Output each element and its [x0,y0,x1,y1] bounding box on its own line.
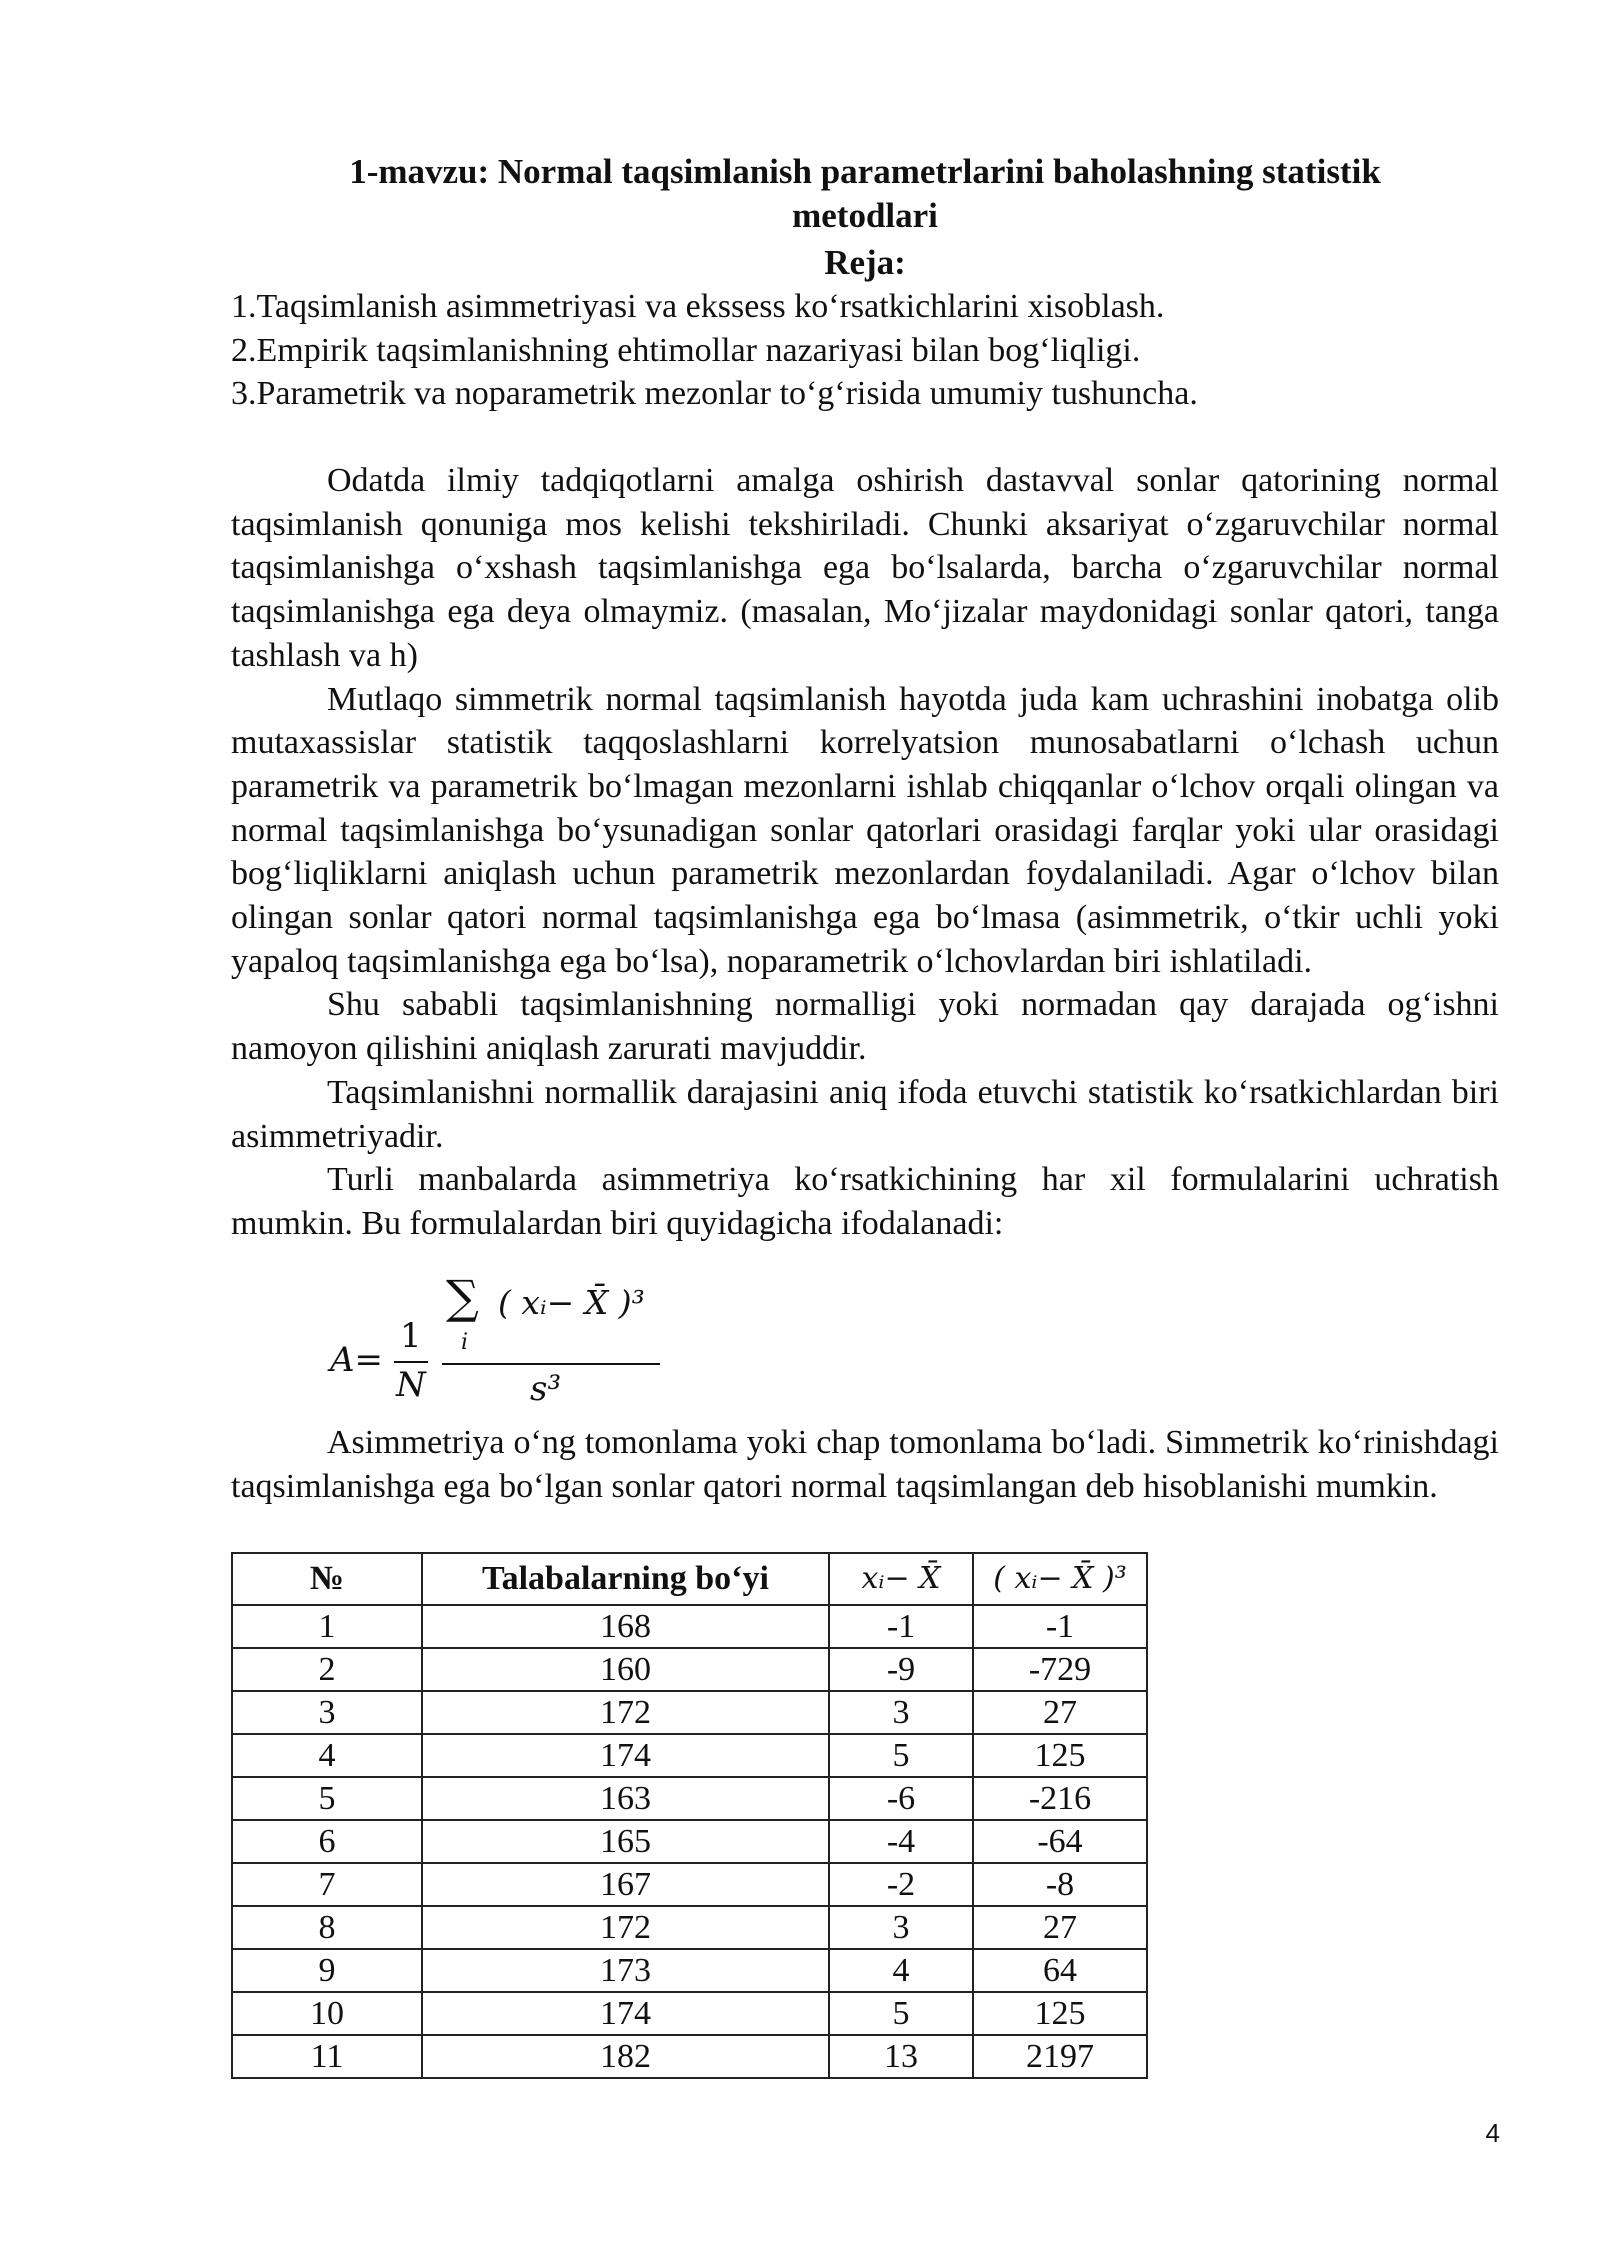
formula-lhs: A= [330,1340,384,1380]
cell-deviation-cubed: -64 [973,1820,1147,1863]
cell-number: 4 [232,1734,422,1777]
body-text-after-formula [231,1421,1499,1508]
table-row [232,1906,1147,1949]
cell-deviation-cubed: 27 [973,1906,1147,1949]
formula-numerator: ( xᵢ− X̄ )³ [498,1283,645,1322]
cell-height: 174 [422,1992,829,2035]
cell-number: 6 [232,1820,422,1863]
plan-item: 3.Parametrik va noparametrik mezonlar toʻgʻrisida umumiy tushuncha. [231,375,1198,412]
cell-deviation-cubed: -1 [973,1605,1147,1648]
paragraph: Shu sababli taqsimlanishning normalligi yoki normadan qay darajada ogʻishni namoyon qilishini aniqlash zarurati mavjuddir. [231,986,1499,1068]
paragraph: Asimmetriya oʻng tomonlama yoki chap tomonlama boʻladi. Simmetrik koʻrinishdagi taqsimlanishga ega boʻlgan sonlar qatori normal taqsimlangan deb hisoblanishi mumkin. [231,1424,1499,1505]
cell-number: 5 [232,1777,422,1820]
fraction-bar-small [394,1361,428,1363]
cell-number: 3 [232,1691,422,1734]
cell-deviation: 3 [829,1691,973,1734]
cell-height: 168 [422,1605,829,1648]
cell-deviation-cubed: -729 [973,1648,1147,1691]
cell-height: 165 [422,1820,829,1863]
fraction-bar-main [442,1363,660,1365]
header-deviation-cubed: ( xᵢ− X̄ )³ [973,1553,1147,1605]
cell-height: 182 [422,2035,829,2078]
plan-heading: Reja: [824,243,906,282]
cell-number: 9 [232,1949,422,1992]
cell-height: 163 [422,1777,829,1820]
cell-deviation-cubed: 125 [973,1992,1147,2035]
title-line-1: 1-mavzu: Normal taqsimlanish parametrlarini baholashning statistik [349,152,1381,191]
cell-deviation-cubed: 27 [973,1691,1147,1734]
cell-deviation: -6 [829,1777,973,1820]
cell-deviation: -2 [829,1863,973,1906]
cell-deviation-cubed: -216 [973,1777,1147,1820]
cell-deviation: 5 [829,1734,973,1777]
table-row [232,1648,1147,1691]
table-row [232,1691,1147,1734]
paragraph: Turli manbalarda asimmetriya koʻrsatkichining har xil formulalarini uchratish mumkin. Bu formulalardan biri quyidagicha ifodalanadi: [231,1161,1499,1242]
plan-list [231,285,1499,416]
cell-deviation: 4 [829,1949,973,1992]
formula-one: 1 [400,1316,422,1356]
page-title [231,150,1499,238]
cell-number: 1 [232,1605,422,1648]
cell-height: 160 [422,1648,829,1691]
title-line-2: metodlari [792,196,938,235]
cell-deviation-cubed: 64 [973,1949,1147,1992]
body-text [231,459,1499,1246]
paragraph: Mutlaqo simmetrik normal taqsimlanish hayotda juda kam uchrashini inobatga olib mutaxassislar statistik taqqoslashlarni korrelyatsion munosabatlarni oʻlchash uchun parametrik va parametrik boʻlmagan mezonlarni ishlab chiqqanlar oʻlchov orqali olingan va normal taqsimlanishga boʻysunadigan sonlar qatorlari orasidagi farqlar yoki ular orasidagi bogʻliqliklarni aniqlash uchun parametrik mezonlardan foydalaniladi. Agar oʻlchov bilan olingan sonlar qatori normal taqsimlanishga ega boʻlmasa (asimmetrik, oʻtkir uchli yoki yapaloq taqsimlanishga ega boʻlsa), noparametrik oʻlchovlardan biri ishlatiladi. [231,680,1499,980]
cell-deviation: -9 [829,1648,973,1691]
table-row [232,1777,1147,1820]
table-row [232,1992,1147,2035]
table-row [232,1734,1147,1777]
asymmetry-formula [330,1270,670,1423]
cell-deviation-cubed: 2197 [973,2035,1147,2078]
cell-number: 2 [232,1648,422,1691]
plan-item: 2.Empirik taqsimlanishning ehtimollar nazariyasi bilan bogʻliqligi. [231,331,1141,369]
cell-deviation: 3 [829,1906,973,1949]
cell-deviation-cubed: -8 [973,1863,1147,1906]
cell-deviation-cubed: 125 [973,1734,1147,1777]
table-row [232,1820,1147,1863]
cell-height: 172 [422,1906,829,1949]
cell-height: 173 [422,1949,829,1992]
header-number: № [232,1553,422,1605]
cell-deviation: -1 [829,1605,973,1648]
table-row [232,1949,1147,1992]
header-deviation: xᵢ− X̄ [829,1553,973,1605]
table-row [232,1605,1147,1648]
sigma-subscript: i [461,1330,469,1355]
paragraph: Taqsimlanishni normallik darajasini aniq ifoda etuvchi statistik koʻrsatkichlardan biri asimmetriyadir. [231,1073,1499,1155]
formula-n: N [396,1365,426,1405]
table-row [232,1863,1147,1906]
cell-number: 7 [232,1863,422,1906]
cell-number: 8 [232,1906,422,1949]
cell-height: 174 [422,1734,829,1777]
cell-deviation: -4 [829,1820,973,1863]
formula-denominator: s³ [530,1369,562,1409]
plan-item: 1.Taqsimlanish asimmetriyasi va ekssess koʻrsatkichlarini xisoblash. [231,288,1165,325]
cell-height: 172 [422,1691,829,1734]
cell-number: 10 [232,1992,422,2035]
table-header-row [232,1553,1147,1605]
cell-number: 11 [232,2035,422,2078]
cell-deviation: 13 [829,2035,973,2078]
header-height: Talabalarning boʻyi [422,1553,829,1605]
heights-table [231,1552,1148,2079]
table-row [232,2035,1147,2078]
cell-height: 167 [422,1863,829,1906]
table-body [232,1605,1147,2078]
sigma-symbol: ∑ [446,1270,479,1324]
page-number: 4 [1485,2118,1500,2148]
paragraph: Odatda ilmiy tadqiqotlarni amalga oshirish dastavval sonlar qatorining normal taqsimlanish qonuniga mos kelishi tekshiriladi. Chunki aksariyat oʻzgaruvchilar normal taqsimlanishga oʻxshash taqsimlanishga ega boʻlsalarda, barcha oʻzgaruvchilar normal taqsimlanishga ega deya olmaymiz. (masalan, Moʻjizalar maydonidagi sonlar qatori, tanga tashlash va h) [231,462,1499,674]
cell-deviation: 5 [829,1992,973,2035]
